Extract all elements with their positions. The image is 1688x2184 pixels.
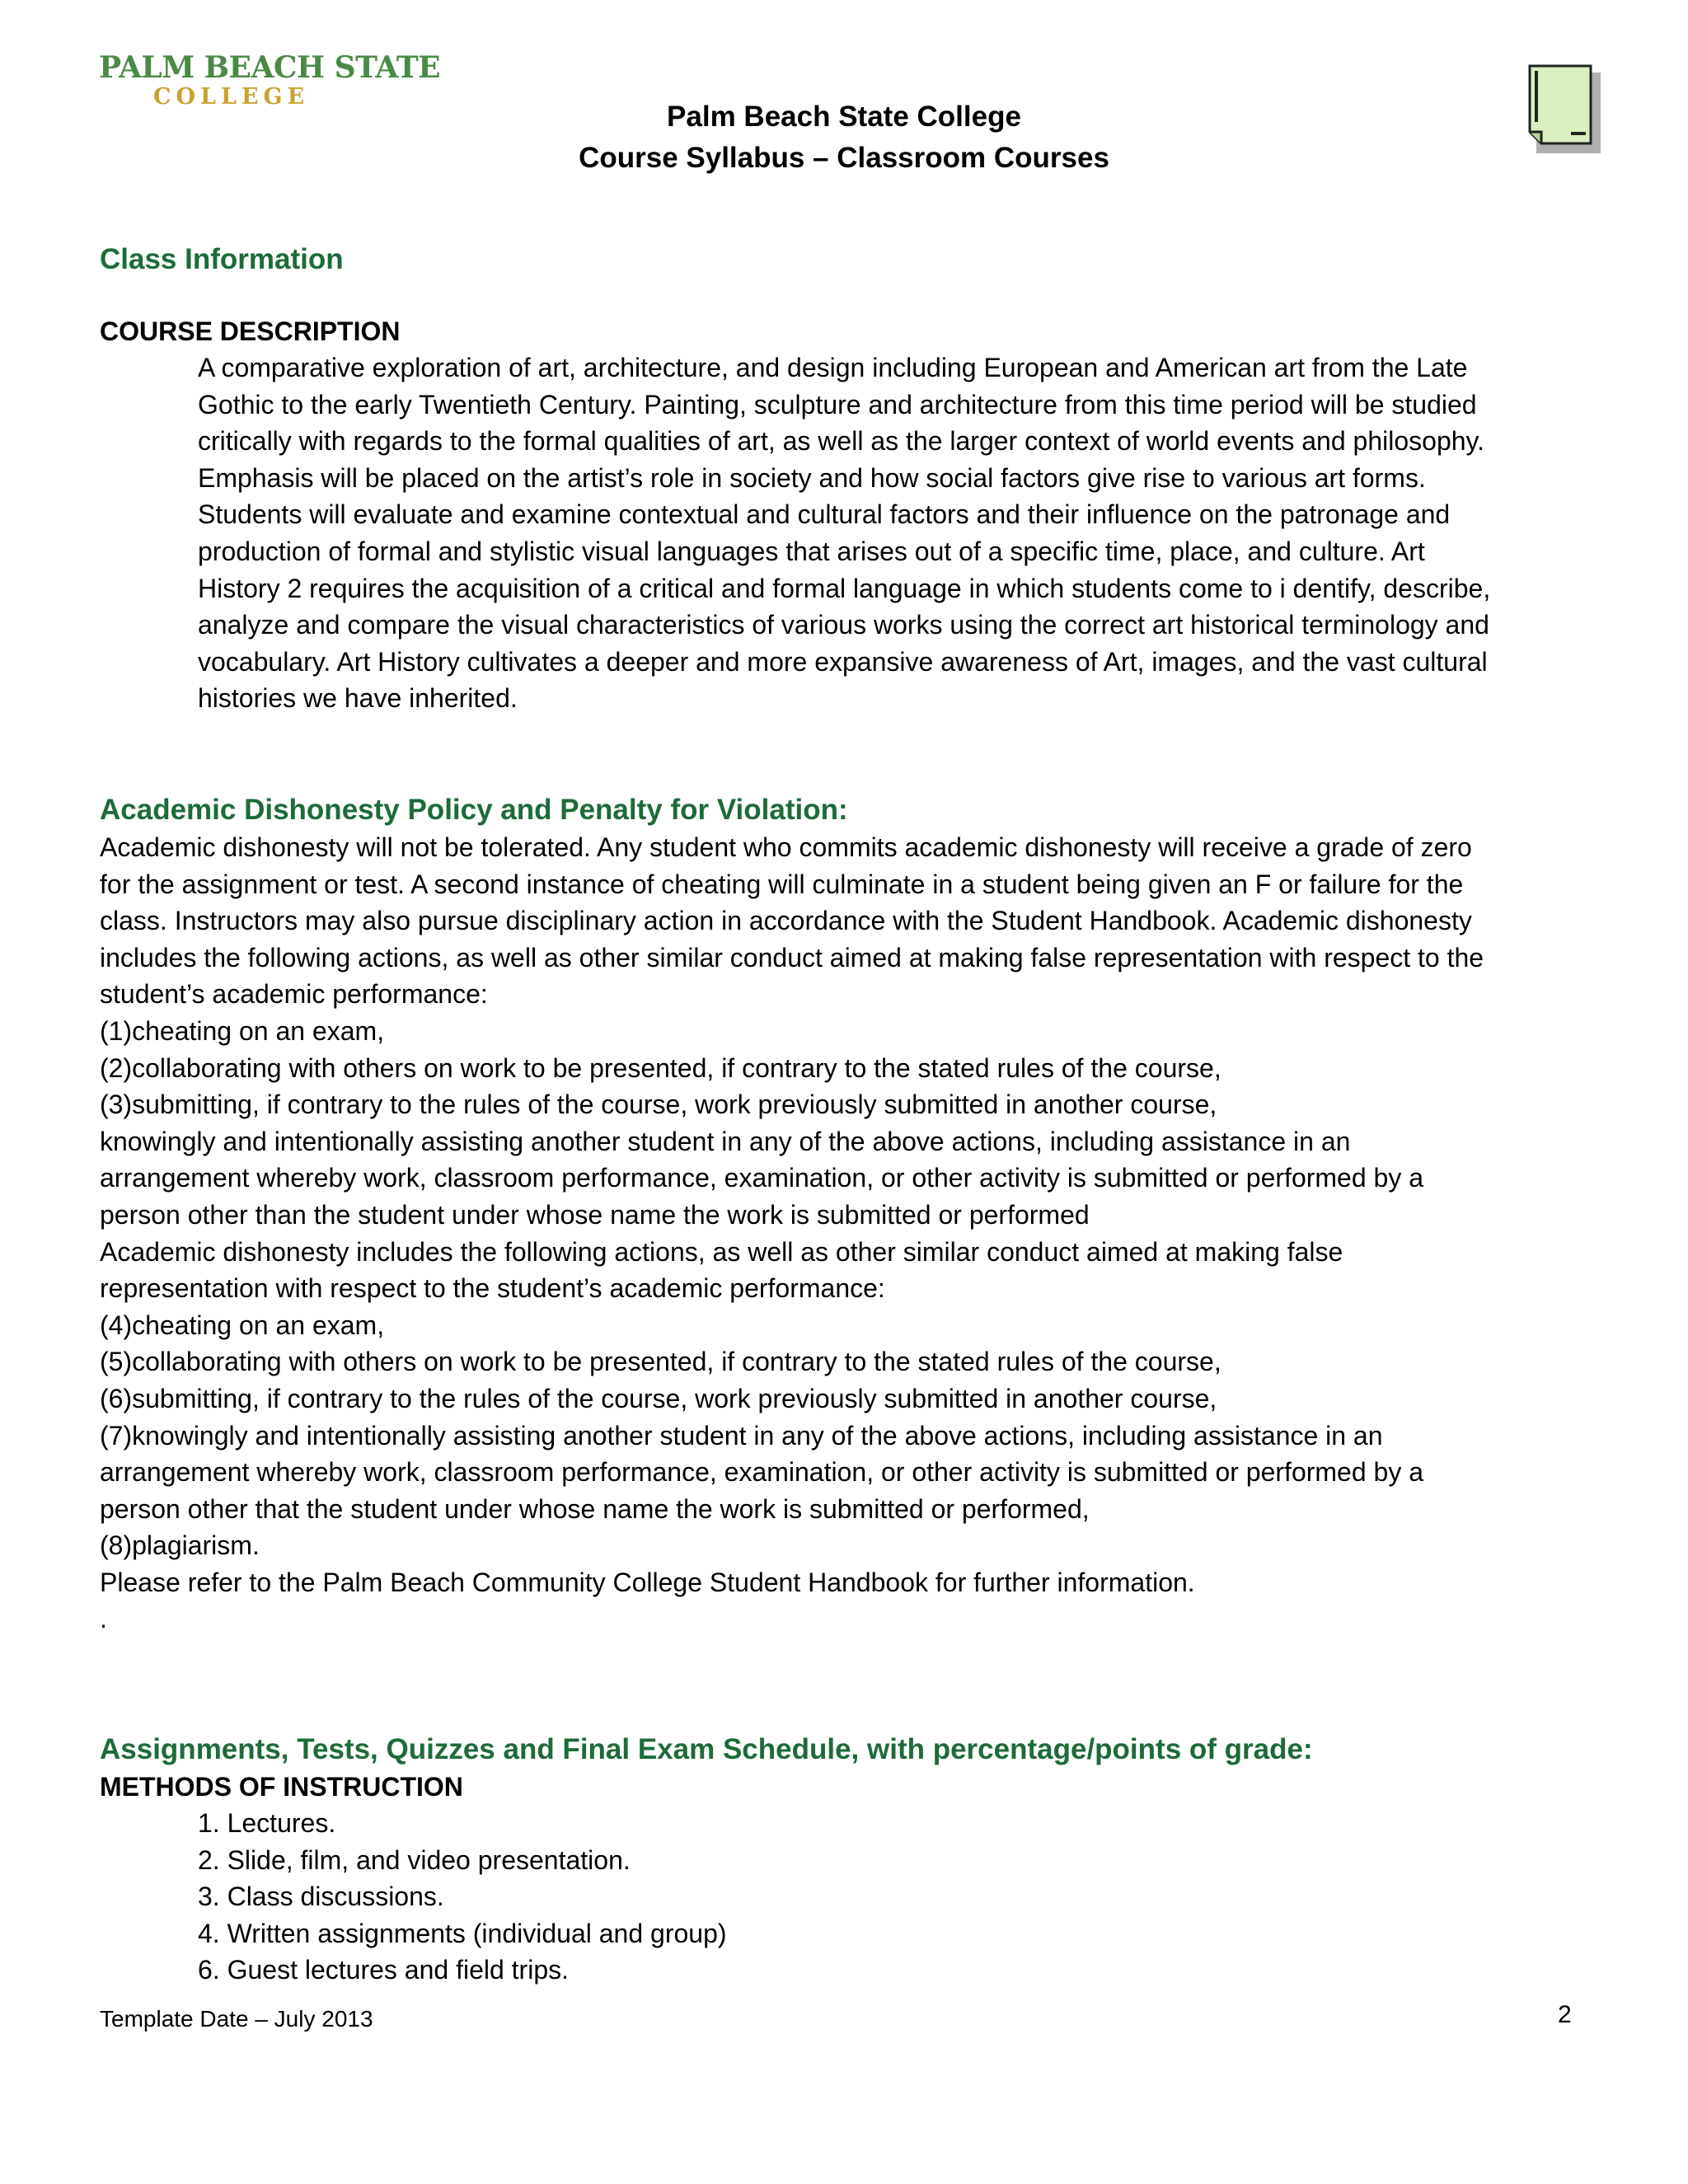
class-information-heading: Class Information (100, 243, 344, 275)
syllabus-title: Course Syllabus – Classroom Courses (579, 142, 1109, 174)
text-line: arrangement whereby work, classroom performance, examination, or other activity is submitted or performed by a (100, 1163, 1424, 1193)
text-line: production of formal and stylistic visual languages that arises out of a specific time, place, and culture. Art (198, 536, 1425, 566)
logo-text-bottom: COLLEGE (153, 84, 310, 110)
text-line: person other that the student under whose name the work is submitted or performed, (100, 1493, 1090, 1524)
text-line: Gothic to the early Twentieth Century. Painting, sculpture and architecture from this time period will be studied (198, 389, 1477, 419)
text-line: (1)cheating on an exam, (100, 1015, 385, 1046)
text-line: (6)submitting, if contrary to the rules of the course, work previously submitted in another course, (100, 1383, 1217, 1413)
text-line: includes the following actions, as well as other similar conduct aimed at making false representation with respect to the (100, 942, 1484, 972)
text-line: (8)plagiarism. (100, 1530, 260, 1561)
text-line: Emphasis will be placed on the artist’s role in society and how social factors give rise to various art forms. (198, 462, 1426, 493)
text-line: (3)submitting, if contrary to the rules of the course, work previously submitted in another course, (100, 1090, 1217, 1120)
text-line: student’s academic performance: (100, 979, 488, 1010)
course-description-label: COURSE DESCRIPTION (100, 316, 401, 346)
academic-dishonesty-text (100, 829, 1484, 1638)
text-line: arrangement whereby work, classroom performance, examination, or other activity is submitted or performed by a (100, 1457, 1424, 1488)
text-line: Students will evaluate and examine contextual and cultural factors and their influence on the patronage and (198, 499, 1451, 530)
list-item: 2. Slide, film, and video presentation. (198, 1844, 631, 1875)
assignments-heading: Assignments, Tests, Quizzes and Final Exam Schedule, with percentage/points of grade: (100, 1733, 1313, 1765)
text-line: (2)collaborating with others on work to be presented, if contrary to the stated rules of the course, (100, 1052, 1221, 1083)
text-line: (7)knowingly and intentionally assisting another student in any of the above actions, including assistance in an (100, 1420, 1383, 1451)
text-line: for the assignment or test. A second instance of cheating will culminate in a student being given an F or failure for the (100, 869, 1464, 899)
list-item: 4. Written assignments (individual and group) (198, 1918, 727, 1948)
text-line: critically with regards to the formal qualities of art, as well as the larger context of world events and philosophy. (198, 426, 1485, 457)
text-line: histories we have inherited. (198, 683, 518, 714)
text-line: (4)cheating on an exam, (100, 1310, 385, 1340)
methods-of-instruction-label: METHODS OF INSTRUCTION (100, 1772, 463, 1802)
logo-text-top: PALM BEACH STATE (99, 50, 441, 85)
document-icon (1525, 64, 1615, 163)
text-line: A comparative exploration of art, architecture, and design including European and American art from the Late (198, 353, 1468, 382)
text-line: Academic dishonesty includes the following actions, as well as other similar conduct aimed at making false (100, 1236, 1343, 1267)
text-line: (5)collaborating with others on work to be presented, if contrary to the stated rules of the course, (100, 1347, 1221, 1377)
college-title: Palm Beach State College (667, 101, 1021, 133)
list-item: 6. Guest lectures and field trips. (198, 1955, 569, 1985)
methods-list (198, 1805, 727, 1989)
text-line: . (100, 1604, 107, 1634)
text-line: representation with respect to the student’s academic performance: (100, 1273, 885, 1304)
academic-dishonesty-heading: Academic Dishonesty Policy and Penalty for Violation: (100, 794, 848, 826)
text-line: Please refer to the Palm Beach Community College Student Handbook for further information. (100, 1567, 1195, 1597)
text-line: analyze and compare the visual characteristics of various works using the correct art historical terminology and (198, 610, 1489, 640)
text-line: History 2 requires the acquisition of a critical and formal language in which students come to i dentify, describe, (198, 573, 1491, 603)
text-line: person other than the student under whose name the work is submitted or performed (100, 1199, 1090, 1230)
text-line: class. Instructors may also pursue disciplinary action in accordance with the Student Handbook. Academic dishonesty (100, 906, 1472, 936)
text-line: knowingly and intentionally assisting another student in any of the above actions, including assistance in an (100, 1126, 1351, 1156)
template-date: Template Date – July 2013 (100, 2006, 373, 2032)
page-number: 2 (1558, 2001, 1572, 2028)
text-line: vocabulary. Art History cultivates a deeper and more expansive awareness of Art, images, and the vast cultural (198, 646, 1488, 677)
list-item: 3. Class discussions. (198, 1882, 444, 1912)
course-description-text (198, 349, 1490, 717)
text-line: Academic dishonesty will not be tolerated. Any student who commits academic dishonesty will receive a grade of zero (100, 832, 1472, 862)
list-item: 1. Lectures. (198, 1808, 336, 1838)
